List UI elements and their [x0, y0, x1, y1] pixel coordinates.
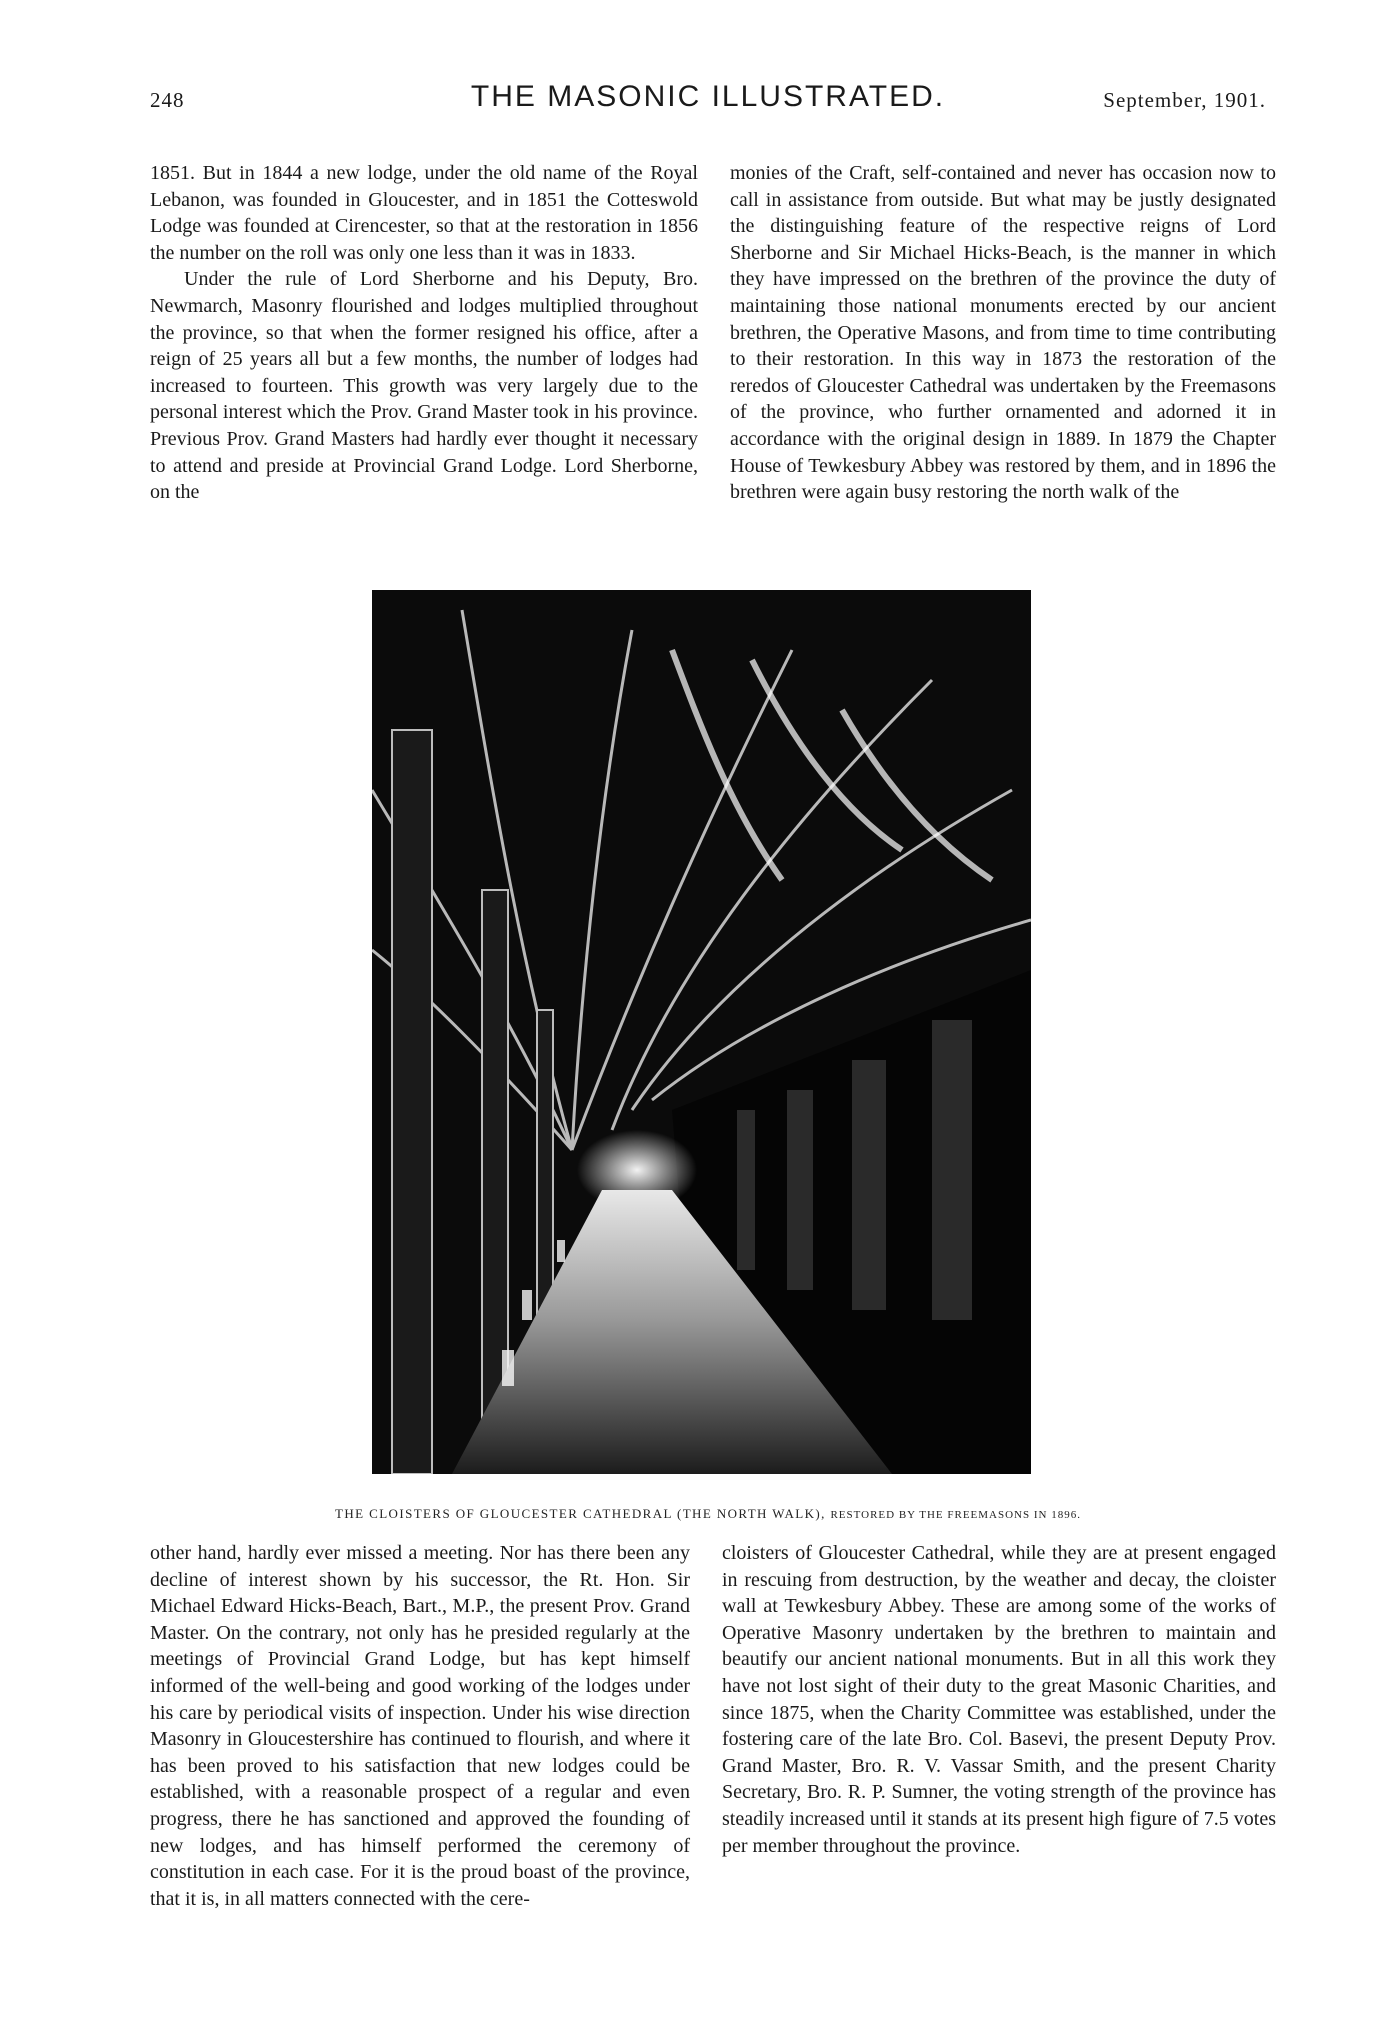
page-number: 248	[150, 88, 185, 112]
article-column-bottom-left	[150, 1540, 690, 1912]
article-column-top-left	[150, 160, 698, 506]
caption-sub: RESTORED BY THE FREEMASONS IN 1896.	[830, 1509, 1081, 1521]
figure-caption	[150, 1506, 1266, 1522]
running-head	[150, 80, 1266, 120]
paragraph: other hand, hardly ever missed a meeting. Nor has there been any decline of interest shown by his successor, the Rt. Hon. Sir Michael Edward Hicks-Beach, Bart., M.P., the present Prov. Grand Master. On the contrary, not only has he presided regularly at the meetings of Provincial Grand Lodge, but has kept himself informed of the well-being and good working of the lodges under his care by periodical visits of inspection. Under his wise direction Masonry in Gloucestershire has continued to flourish, and where it has been proved to his satisfaction that new lodges could be established, with a reasonable prospect of a regular and even progress, there he has sanctioned and approved the founding of new lodges, and has himself performed the ceremony of constitution in each case. For it is the proud boast of the province, that it is, in all matters connected with the cere-	[150, 1542, 690, 1910]
paragraph: 1851. But in 1844 a new lodge, under the old name of the Royal Lebanon, was founded in Gloucester, and in 1851 the Cotteswold Lodge was founded at Cirencester, so that at the restoration in 1856 the number on the roll was only one less than it was in 1833.	[150, 162, 698, 264]
caption-main: THE CLOISTERS OF GLOUCESTER CATHEDRAL (THE NORTH WALK),	[335, 1506, 826, 1521]
paragraph: monies of the Craft, self-contained and never has occasion now to call in assistance from outside. But what may be justly designated the distinguishing feature of the respective reigns of Lord Sherborne and Sir Michael Hicks-Beach, is the manner in which they have impressed on the brethren of the province the duty of maintaining those national monuments erected by our ancient brethren, the Operative Masons, and from time to time contributing to their restoration. In this way in 1873 the restoration of the reredos of Gloucester Cathedral was undertaken by the Freemasons of the province, who further ornamented and adorned it in accordance with the original design in 1889. In 1879 the Chapter House of Tewkesbury Abbey was restored by them, and in 1896 the brethren were again busy restoring the north walk of the	[730, 162, 1276, 504]
paragraph: Under the rule of Lord Sherborne and his Deputy, Bro. Newmarch, Masonry flourished and lodges multiplied throughout the province, so that when the former resigned his office, after a reign of 25 years all but a few months, the number of lodges had increased to fourteen. This growth was very largely due to the personal interest which the Prov. Grand Master took in his province. Previous Prov. Grand Masters had hardly ever thought it necessary to attend and preside at Provincial Grand Lodge. Lord Sherborne, on the	[150, 268, 698, 504]
article-column-bottom-right	[722, 1540, 1276, 1859]
article-column-top-right	[730, 160, 1276, 506]
cloister-photograph	[372, 590, 1031, 1474]
cloister-photograph-image	[372, 590, 1031, 1474]
issue-date: September, 1901.	[1103, 88, 1266, 112]
journal-title: THE MASONIC ILLUSTRATED.	[470, 80, 946, 113]
paragraph: cloisters of Gloucester Cathedral, while they are at present engaged in rescuing from destruction, by the weather and decay, the cloister wall at Tewkesbury Abbey. These are among some of the works of Operative Masonry undertaken by the brethren to maintain and beautify our ancient national monuments. But in all this work they have not lost sight of their duty to the great Masonic Charities, and since 1875, when the Charity Committee was established, under the fostering care of the late Bro. Col. Basevi, the present Deputy Prov. Grand Master, Bro. R. V. Vassar Smith, and the present Charity Secretary, Bro. R. P. Sumner, the voting strength of the province has steadily increased until it stands at its present high figure of 7.5 votes per member throughout the province.	[722, 1542, 1276, 1857]
